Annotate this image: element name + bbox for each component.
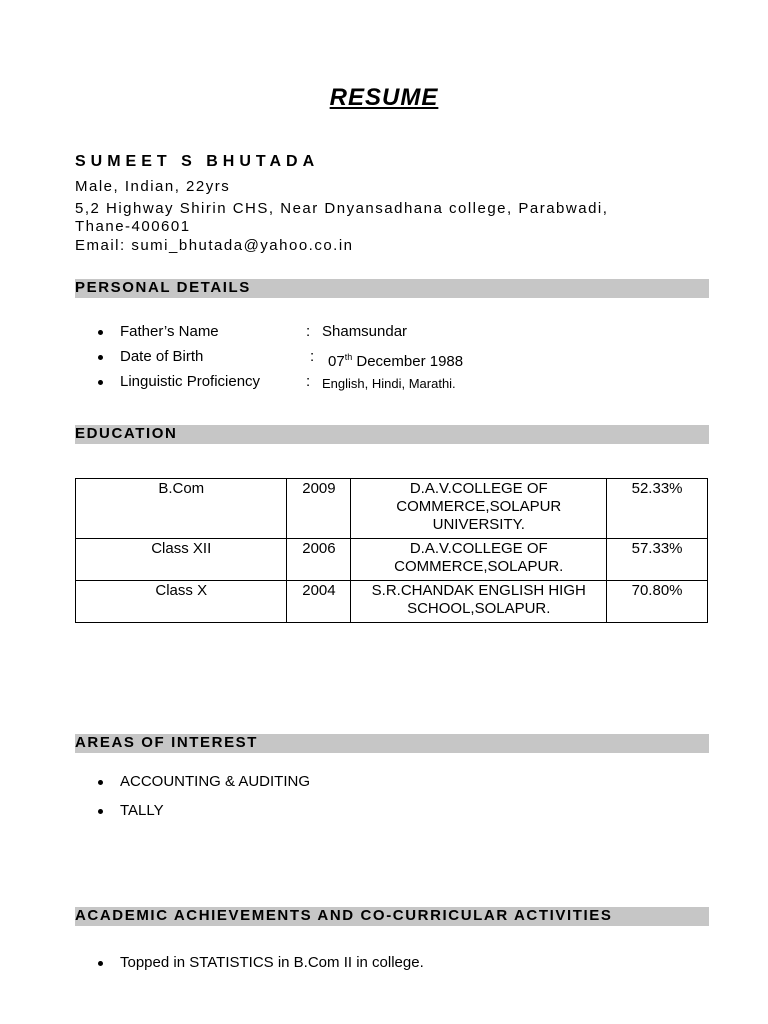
bullet-icon — [98, 330, 103, 335]
personal-detail-row — [98, 373, 658, 391]
table-row — [76, 479, 708, 539]
detail-label: Date of Birth — [120, 348, 204, 365]
table-row — [76, 539, 708, 581]
course-cell: Class XII — [76, 539, 287, 581]
dob-day: 07 — [328, 353, 345, 370]
personal-details-heading-text: PERSONAL DETAILS — [75, 279, 251, 296]
achievements-heading — [75, 907, 709, 926]
interest-text: ACCOUNTING & AUDITING — [120, 773, 311, 790]
detail-value: Shamsundar — [322, 323, 408, 340]
year-cell: 2006 — [287, 539, 351, 581]
achievements-heading-text: ACADEMIC ACHIEVEMENTS AND CO-CURRICULAR ACTIVITIES — [75, 907, 613, 924]
institute-cell: D.A.V.COLLEGE OF COMMERCE,SOLAPUR. — [351, 539, 607, 581]
course-cell: Class X — [76, 581, 287, 623]
detail-label: Father’s Name — [120, 323, 219, 340]
dob-month-year: December 1988 — [352, 353, 464, 370]
list-item — [98, 773, 658, 791]
institute-cell: S.R.CHANDAK ENGLISH HIGH SCHOOL,SOLAPUR. — [351, 581, 607, 623]
table-row — [76, 581, 708, 623]
candidate-name: SUMEET S BHUTADA — [75, 153, 320, 170]
score-cell: 57.33% — [607, 539, 708, 581]
achievement-text: Topped in STATISTICS in B.Com II in college. — [120, 954, 424, 971]
list-item — [98, 802, 658, 820]
bullet-icon — [98, 380, 103, 385]
detail-colon: : — [310, 348, 315, 365]
dob-ordinal: th — [344, 352, 353, 362]
institute-cell: D.A.V.COLLEGE OF COMMERCE,SOLAPUR UNIVERSITY. — [351, 479, 607, 539]
personal-detail-row — [98, 323, 658, 341]
score-cell: 70.80% — [607, 581, 708, 623]
email-line: Email: sumi_bhutada@yahoo.co.in — [75, 237, 354, 254]
bullet-icon — [98, 961, 103, 966]
address-line-2: Thane-400601 — [75, 218, 191, 235]
demographics: Male, Indian, 22yrs — [75, 178, 231, 195]
detail-colon: : — [306, 373, 311, 390]
detail-value: English, Hindi, Marathi. — [322, 376, 456, 391]
interest-text: TALLY — [120, 802, 164, 819]
education-heading-text: EDUCATION — [75, 425, 178, 442]
interests-heading — [75, 734, 709, 753]
detail-colon: : — [306, 323, 311, 340]
year-cell: 2009 — [287, 479, 351, 539]
score-cell: 52.33% — [607, 479, 708, 539]
course-cell: B.Com — [76, 479, 287, 539]
bullet-icon — [98, 780, 103, 785]
education-heading — [75, 425, 709, 444]
bullet-icon — [98, 355, 103, 360]
detail-label: Linguistic Proficiency — [120, 373, 261, 390]
detail-value — [328, 348, 463, 371]
personal-detail-row — [98, 348, 658, 370]
education-table — [75, 478, 708, 623]
interests-heading-text: AREAS OF INTEREST — [75, 734, 259, 751]
year-cell: 2004 — [287, 581, 351, 623]
resume-title: RESUME — [329, 84, 439, 111]
personal-details-heading — [75, 279, 709, 298]
bullet-icon — [98, 809, 103, 814]
address-line-1: 5,2 Highway Shirin CHS, Near Dnyansadhana college, Parabwadi, — [75, 200, 609, 217]
list-item — [98, 954, 658, 972]
